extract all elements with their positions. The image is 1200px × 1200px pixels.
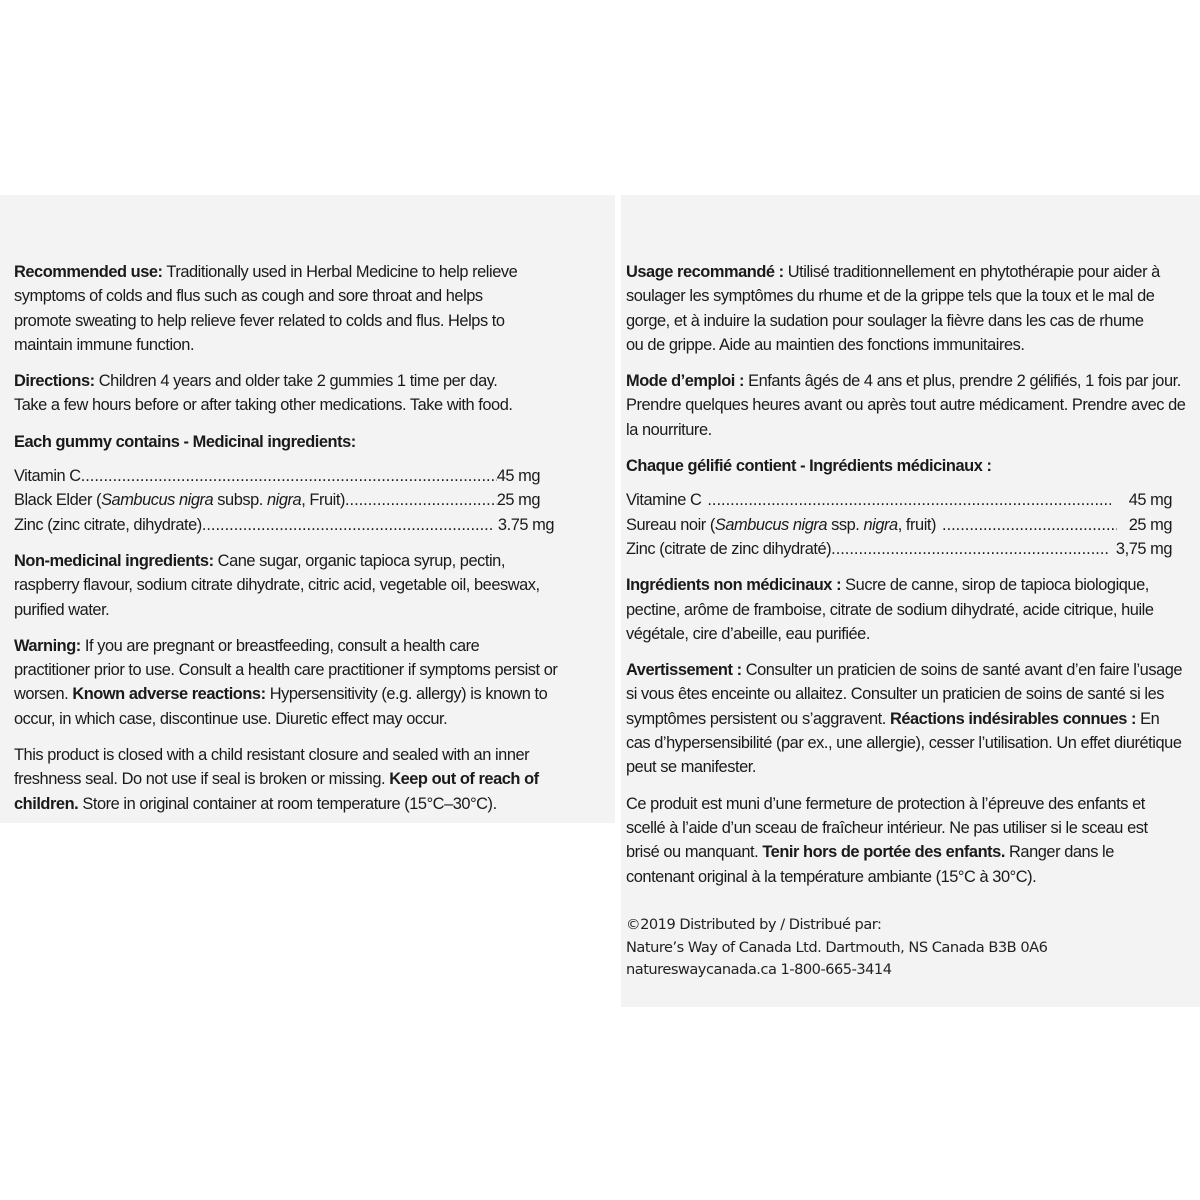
french-column: [626, 260, 1192, 901]
leader-dots: [831, 537, 1110, 561]
recommended-use-text-fr: Utilisé traditionnellement en phytothérapie pour aider à soulager les symptômes du rhume et de la grippe tels que la toux et le mal de gorge, et à induire la sudation pour soulager la fièvre dans les cas de rhume ou de grippe. Aide au maintien des fonctions immunitaires.: [626, 263, 1160, 354]
recommended-use-fr: [626, 260, 1161, 357]
ingredient-amount: 3,75 mg: [1115, 539, 1172, 558]
warning-text1-en: If you are pregnant or breastfeeding, consult a health care practitioner prior to use. Consult a health care practitioner if symptoms persist or worsen.: [14, 636, 558, 704]
warning-fr: [626, 658, 1186, 779]
leader-dots: [345, 488, 497, 512]
ingredient-row: [626, 488, 1172, 512]
ingredient-row: [14, 488, 540, 512]
ingredient-row: [14, 464, 540, 488]
closure-text2-fr: Ranger dans le contenant original à la température ambiante (15°C à 30°C).: [626, 843, 1114, 886]
directions-text-en: Children 4 years and older take 2 gummies 1 time per day. Take a few hours before or after taking other medications. Take with food.: [14, 372, 513, 415]
warning-label-fr: Avertissement :: [626, 661, 742, 680]
adverse-label-en: Known adverse reactions:: [72, 685, 266, 704]
directions-en: [14, 369, 524, 418]
ingredient-name: Zinc (zinc citrate, dihydrate): [14, 515, 202, 534]
ingredient-name: Black Elder (Sambucus nigra subsp. nigra, Fruit): [14, 491, 345, 510]
warning-text2-fr: En cas d’hypersensibilité (par ex., une allergie), cesser l’utilisation. Un effet diurétique peut se manifester.: [626, 709, 1182, 777]
english-column: [14, 260, 604, 828]
directions-label-fr: Mode d’emploi :: [626, 372, 744, 391]
ingredients-heading-en: Each gummy contains - Medicinal ingredients:: [14, 432, 356, 451]
distributor-footer: [626, 914, 1047, 982]
non-medicinal-label-fr: Ingrédients non médicinaux :: [626, 576, 842, 595]
closure-bold-en: Keep out of reach of children.: [14, 770, 539, 813]
ingredient-row: [626, 537, 1172, 561]
warning-text1-fr: Consulter un praticien de soins de santé avant d’en faire l’usage si vous êtes enceinte ou allaitez. Consulter un praticien de soins de santé si les symptômes persistent ou s’aggravent.: [626, 661, 1183, 728]
closure-en: [14, 743, 569, 816]
recommended-use-label-fr: Usage recommandé :: [626, 263, 784, 281]
non-medicinal-label-en: Non-medicinal ingredients:: [14, 551, 214, 570]
ingredient-amount: 45 mg: [496, 467, 540, 486]
directions-label-en: Directions:: [14, 372, 95, 391]
closure-text2-en: Store in original container at room temperature (15°C–30°C).: [78, 794, 497, 813]
ingredient-amount: 3.75 mg: [497, 515, 554, 534]
ingredient-amount: 45 mg: [1128, 491, 1172, 510]
ingredient-row: [626, 513, 1172, 537]
non-medicinal-fr: [626, 573, 1156, 646]
leader-dots: [202, 513, 492, 537]
non-medicinal-text-fr: Sucre de canne, sirop de tapioca biologique, pectine, arôme de framboise, citrate de sodium dihydraté, acide citrique, huile végétale, cire d’abeille, eau purifiée.: [626, 576, 1154, 643]
ingredients-heading-fr: Chaque gélifié contient - Ingrédients médicinaux :: [626, 457, 992, 476]
closure-text1-fr: Ce produit est muni d’une fermeture de protection à l’épreuve des enfants et scellé à l’aide d’un sceau de fraîcheur intérieur. Ne pas utiliser si le sceau est brisé ou manquant.: [626, 794, 1148, 862]
adverse-label-fr: Réactions indésirables connues :: [889, 709, 1137, 728]
distributor-address: Nature’s Way of Canada Ltd. Dartmouth, NS Canada B3B 0A6: [626, 938, 1048, 956]
leader-dots: [942, 513, 1117, 537]
ingredient-name: Vitamin C: [14, 467, 81, 486]
ingredient-name: Sureau noir (Sambucus nigra ssp. nigra, fruit): [626, 515, 937, 534]
directions-fr: [626, 369, 1190, 442]
warning-en: [14, 634, 559, 731]
recommended-use-en: [14, 260, 539, 357]
closure-bold-fr: Tenir hors de portée des enfants.: [762, 843, 1005, 862]
warning-text2-en: Hypersensitivity (e.g. allergy) is known to occur, in which case, discontinue use. Diuretic effect may occur.: [14, 685, 548, 728]
ingredient-name: Vitamine C: [626, 491, 702, 510]
leader-dots: [707, 488, 1110, 512]
copyright-line: ©2019 Distributed by / Distribué par:: [626, 916, 882, 933]
ingredient-row: [14, 513, 554, 537]
ingredient-amount: 25 mg: [496, 491, 540, 510]
ingredient-name: Zinc (citrate de zinc dihydraté): [626, 539, 832, 558]
ingredient-amount: 25 mg: [1128, 515, 1172, 534]
non-medicinal-en: [14, 549, 564, 622]
directions-text-fr: Enfants âgés de 4 ans et plus, prendre 2 gélifiés, 1 fois par jour. Prendre quelques heures avant ou après tout autre médicament. Prendre avec de la nourriture.: [626, 372, 1186, 439]
closure-fr: [626, 792, 1171, 889]
warning-label-en: Warning:: [14, 636, 81, 655]
non-medicinal-text-en: Cane sugar, organic tapioca syrup, pectin, raspberry flavour, sodium citrate dihydrate, citric acid, vegetable oil, beeswax, purified water.: [14, 551, 540, 619]
recommended-use-label-en: Recommended use:: [14, 263, 163, 281]
leader-dots: [81, 464, 497, 488]
ingredients-table-fr: [626, 488, 1192, 561]
recommended-use-text-en: Traditionally used in Herbal Medicine to help relieve symptoms of colds and flus such as cough and sore throat and helps promote sweating to help relieve fever related to colds and flus. Helps to maintain immune function.: [14, 263, 518, 354]
closure-text1-en: This product is closed with a child resistant closure and sealed with an inner freshness seal. Do not use if seal is broken or missing.: [14, 746, 530, 789]
website-phone: natureswaycanada.ca 1-800-665-3414: [626, 961, 892, 978]
ingredients-table-en: [14, 464, 604, 537]
